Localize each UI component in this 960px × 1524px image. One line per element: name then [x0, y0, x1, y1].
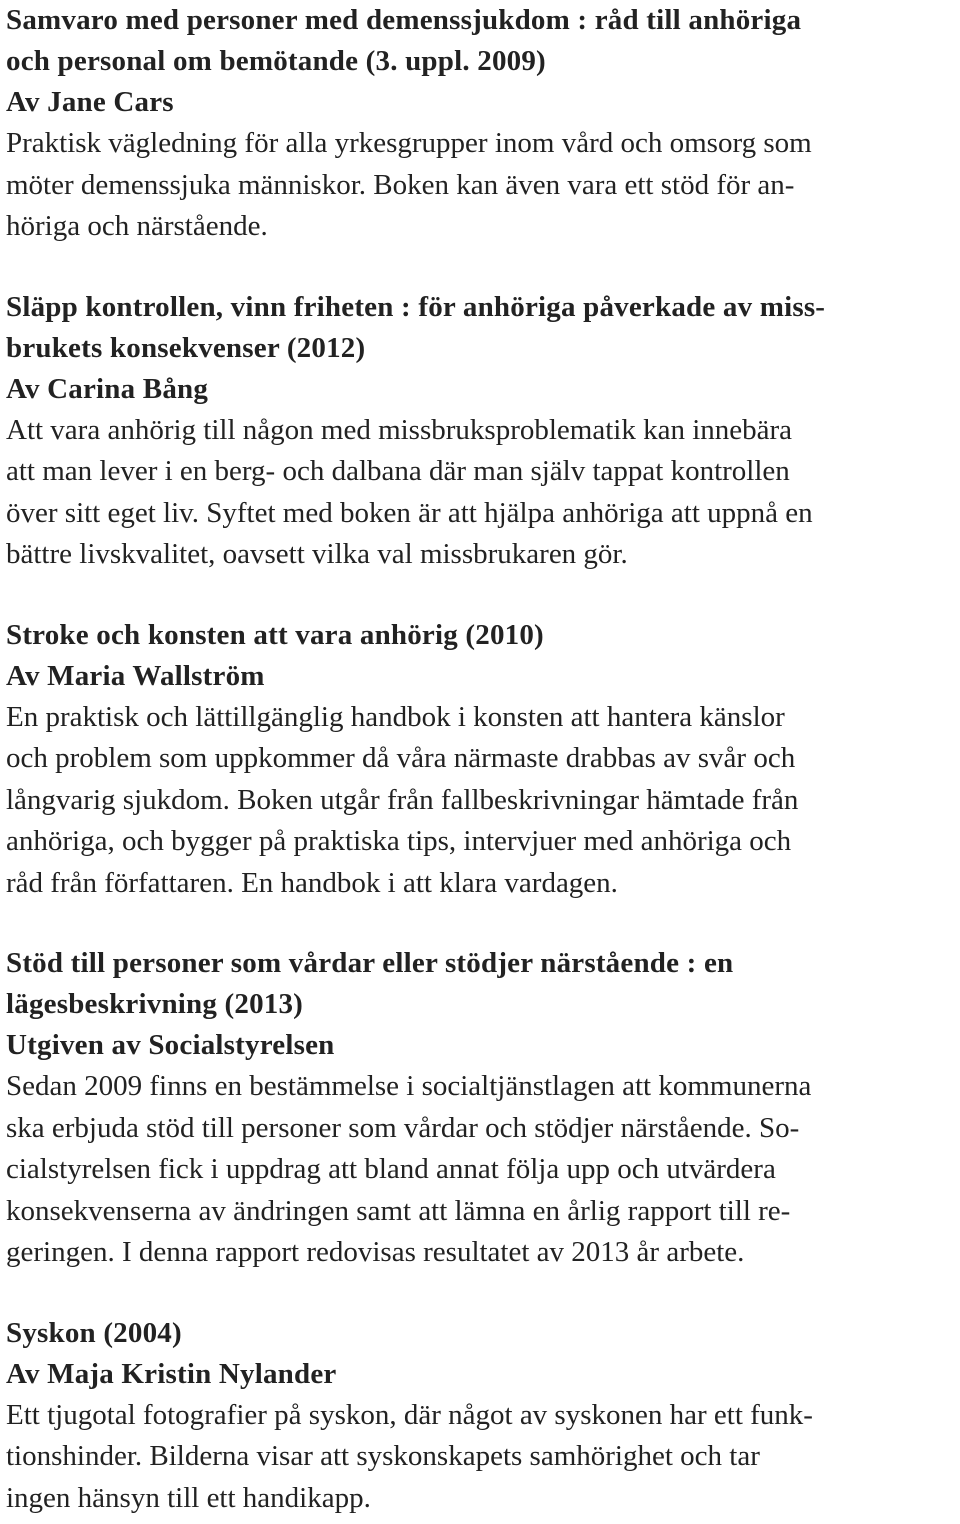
book-description-line: Att vara anhörig till någon med missbruksproblematik kan innebära: [6, 413, 793, 446]
book-title-line: Syskon (2004): [6, 1316, 182, 1349]
book-description-line: Ett tjugotal fotografier på syskon, där något av syskonen har ett funk-: [6, 1398, 813, 1431]
book-description-line: Praktisk vägledning för alla yrkesgrupper inom vård och omsorg som: [6, 127, 812, 159]
book-title-line: Släpp kontrollen, vinn friheten : för anhöriga påverkade av miss-: [6, 290, 826, 323]
book-description: [6, 410, 960, 576]
book-title-line: Stroke och konsten att vara anhörig (2010): [6, 618, 544, 651]
book-description-line: konsekvenserna av ändringen samt att lämna en årlig rapport till re-: [6, 1194, 791, 1227]
book-description-line: att man lever i en berg- och dalbana där man själv tappat kontrollen: [6, 455, 790, 487]
book-description-line: möter demenssjuka människor. Boken kan även vara ett stöd för an-: [6, 168, 795, 201]
book-description-line: höriga och närstående.: [6, 210, 268, 242]
book-author: Av Jane Cars: [6, 86, 174, 118]
book-title-line: och personal om bemötande (3. uppl. 2009): [6, 45, 546, 77]
book-description-line: ingen hänsyn till ett handikapp.: [6, 1481, 371, 1514]
book-description: [6, 1395, 960, 1520]
book-author: Av Maja Kristin Nylander: [6, 1357, 337, 1390]
book-description-line: långvarig sjukdom. Boken utgår från fallbeskrivningar hämtade från: [6, 783, 799, 816]
book-description-line: tionshinder. Bilderna visar att syskonskapets samhörighet och tar: [6, 1440, 760, 1472]
book-author: Av Carina Bång: [6, 372, 209, 405]
book-title: [6, 287, 960, 410]
book-description: [6, 1066, 960, 1274]
book-description-line: och problem som uppkommer då våra närmaste drabbas av svår och: [6, 742, 796, 774]
book-title-line: brukets konsekvenser (2012): [6, 331, 366, 364]
book-author: Av Maria Wallström: [6, 659, 265, 692]
book-description: [6, 123, 960, 248]
book-title-line: lägesbeskrivning (2013): [6, 988, 304, 1020]
book-entry: [6, 615, 960, 905]
book-description-line: En praktisk och lättillgänglig handbok i konsten att hantera känslor: [6, 700, 785, 733]
book-entry: [6, 0, 960, 248]
book-description-line: bättre livskvalitet, oavsett vilka val missbrukaren gör.: [6, 538, 628, 570]
book-description-line: geringen. I denna rapport redovisas resultatet av 2013 år arbete.: [6, 1236, 745, 1268]
book-description-line: cialstyrelsen fick i uppdrag att bland annat följa upp och utvärdera: [6, 1153, 776, 1185]
book-title: [6, 0, 960, 123]
book-author: Utgiven av Socialstyrelsen: [6, 1029, 335, 1061]
book-title: [6, 1313, 960, 1395]
book-title-line: Stöd till personer som vårdar eller stödjer närstående : en: [6, 947, 734, 979]
book-entry: [6, 287, 960, 576]
book-title: [6, 615, 960, 697]
book-description: [6, 697, 960, 905]
book-description-line: ska erbjuda stöd till personer som vårdar och stödjer närstående. So-: [6, 1111, 800, 1144]
book-description-line: anhöriga, och bygger på praktiska tips, intervjuer med anhöriga och: [6, 825, 792, 857]
book-title-line: Samvaro med personer med demenssjukdom : råd till anhöriga: [6, 4, 802, 36]
book-entry: [6, 943, 960, 1274]
book-description-line: råd från författaren. En handbok i att klara vardagen.: [6, 866, 618, 899]
book-entry: [6, 1313, 960, 1520]
book-description-line: Sedan 2009 finns en bestämmelse i socialtjänstlagen att kommunerna: [6, 1070, 812, 1102]
book-description-line: över sitt eget liv. Syftet med boken är att hjälpa anhöriga att uppnå en: [6, 496, 813, 529]
book-title: [6, 943, 960, 1066]
